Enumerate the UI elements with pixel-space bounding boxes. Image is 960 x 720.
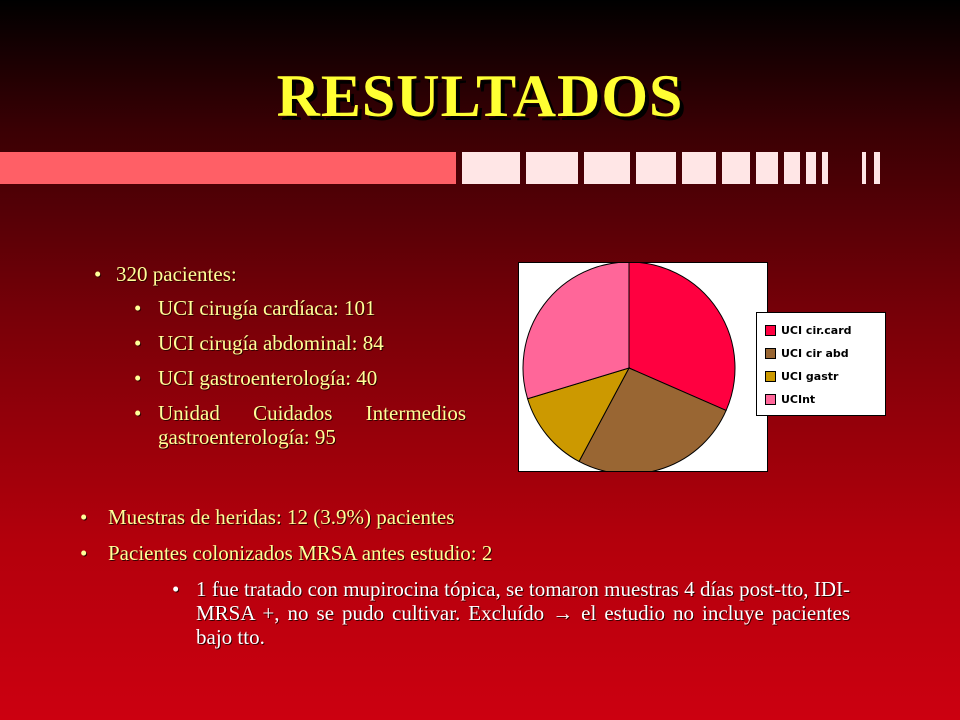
legend-item [765, 346, 849, 360]
list-item-text: UCI cirugía abdominal: 84 [158, 331, 384, 355]
legend-swatch [765, 371, 776, 382]
list-item [94, 331, 466, 355]
bullet-icon: • [80, 541, 88, 565]
patients-list [94, 262, 466, 460]
bar-square [584, 152, 630, 184]
legend-label: UCI cir.card [781, 323, 852, 337]
bar-square [784, 152, 800, 184]
bar-square [756, 152, 778, 184]
legend-label: UCInt [781, 392, 816, 406]
legend-item [765, 369, 838, 383]
legend-item [765, 392, 815, 406]
bar-square [822, 152, 828, 184]
chart-legend [756, 312, 886, 416]
legend-swatch [765, 325, 776, 336]
bar-square [806, 152, 816, 184]
list-item-text: UCI gastroenterología: 40 [158, 366, 378, 390]
bullet-icon: • [134, 331, 142, 355]
list-item [80, 577, 880, 649]
bar-square [526, 152, 578, 184]
bullet-icon: • [172, 577, 180, 601]
list-item-text: Muestras de heridas: 12 (3.9%) pacientes [108, 505, 455, 529]
list-item [94, 296, 466, 320]
bar-main-segment [0, 152, 456, 184]
pie-chart [519, 263, 767, 471]
legend-label: UCI cir abd [781, 346, 849, 360]
legend-item [765, 323, 852, 337]
decorative-bar [0, 152, 880, 184]
pie-chart-frame [518, 262, 768, 472]
list-item [80, 505, 880, 529]
list-item [80, 541, 880, 565]
list-item-text: UCI cirugía cardíaca: 101 [158, 296, 376, 320]
bar-square [862, 152, 866, 184]
slide-title: RESULTADOS [276, 63, 684, 129]
legend-label: UCI gastr [781, 369, 839, 383]
bullet-icon: • [134, 296, 142, 320]
bullet-icon: • [134, 366, 142, 390]
bar-square [874, 152, 880, 184]
list-item [94, 262, 466, 286]
legend-swatch [765, 348, 776, 359]
bar-square [636, 152, 676, 184]
findings-list [80, 505, 880, 649]
bullet-icon: • [94, 262, 102, 286]
list-item-text: Pacientes colonizados MRSA antes estudio: 2 [108, 541, 493, 565]
bar-square [462, 152, 520, 184]
bar-square [722, 152, 750, 184]
bullet-icon: • [134, 401, 142, 425]
list-header-text: 320 pacientes: [116, 262, 237, 286]
list-item-text: Unidad Cuidados Intermedios gastroenterología: 95 [158, 401, 466, 449]
legend-swatch [765, 394, 776, 405]
list-item [94, 366, 466, 390]
bullet-icon: • [80, 505, 88, 529]
list-item-text: 1 fue tratado con mupirocina tópica, se tomaron muestras 4 días post-tto, IDI-MRSA +, no se pudo cultivar. Excluído → el estudio no incluye pacientes bajo tto. [196, 577, 850, 649]
bar-square [682, 152, 716, 184]
list-item [94, 401, 466, 449]
